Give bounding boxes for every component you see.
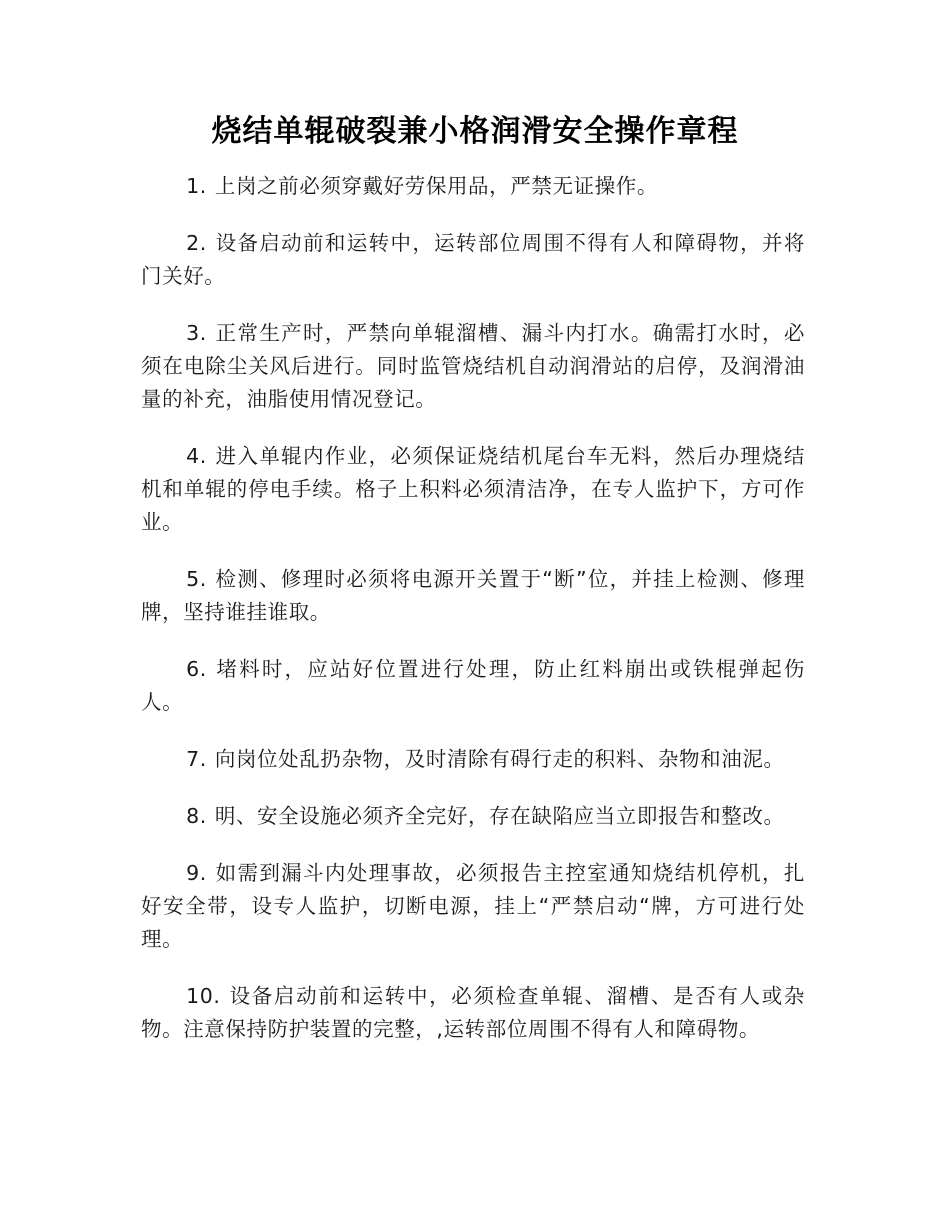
paragraph-text: 上岗之前必须穿戴好劳保用品，严禁无证操作。 [214, 174, 658, 198]
paragraph-number: 7. [186, 747, 207, 771]
document-title: 烧结单辊破裂兼小格润滑安全操作章程 [211, 114, 739, 149]
paragraph-number: 1. [186, 174, 207, 198]
paragraph-number: 6. [186, 657, 207, 681]
paragraph-text: 如需到漏斗内处理事故，必须报告主控室通知烧结机停机，扎好安全带，设专人监护，切断电源，挂上“严禁启动“牌，方可进行处理。 [141, 861, 805, 951]
paragraph-text: 明、安全设施必须齐全完好，存在缺陷应当立即报告和整改。 [214, 804, 785, 828]
paragraph-number: 3. [186, 321, 207, 345]
paragraph-text: 设备启动前和运转中，运转部位周围不得有人和障碍物，并将门关好。 [141, 231, 805, 288]
paragraph-6 [141, 653, 805, 719]
paragraph-text: 堵料时，应站好位置进行处理，防止红料崩出或铁棍弹起伤人。 [141, 657, 805, 714]
paragraph-number: 4. [186, 444, 207, 468]
paragraph-number: 9. [186, 861, 207, 885]
paragraph-number: 5. [186, 567, 207, 591]
paragraph-text: 检测、修理时必须将电源开关置于“断”位，并挂上检测、修理牌，坚持谁挂谁取。 [141, 567, 805, 624]
paragraph-text: 进入单辊内作业，必须保证烧结机尾台车无料，然后办理烧结机和单辊的停电手续。格子上积料必须清洁净，在专人监护下，方可作业。 [141, 444, 805, 534]
paragraph-9 [141, 857, 805, 956]
paragraph-4 [141, 440, 805, 539]
paragraph-8 [141, 800, 805, 833]
paragraph-number: 2. [186, 231, 207, 255]
paragraph-number: 10. [186, 984, 221, 1008]
paragraph-text: 设备启动前和运转中，必须检查单辊、溜槽、是否有人或杂物。注意保持防护装置的完整，,运转部位周围不得有人和障碍物。 [141, 984, 805, 1041]
paragraph-10 [141, 980, 805, 1046]
paragraph-number: 8. [186, 804, 207, 828]
paragraph-5 [141, 563, 805, 629]
paragraph-3 [141, 317, 805, 416]
paragraph-7 [141, 743, 805, 776]
document-body [141, 170, 805, 1070]
paragraph-text: 向岗位处乱扔杂物，及时清除有碍行走的积料、杂物和油泥。 [214, 747, 785, 771]
paragraph-2 [141, 227, 805, 293]
paragraph-text: 正常生产时，严禁向单辊溜槽、漏斗内打水。确需打水时，必须在电除尘关风后进行。同时监管烧结机自动润滑站的启停，及润滑油量的补充，油脂使用情况登记。 [141, 321, 805, 411]
paragraph-1 [141, 170, 805, 203]
